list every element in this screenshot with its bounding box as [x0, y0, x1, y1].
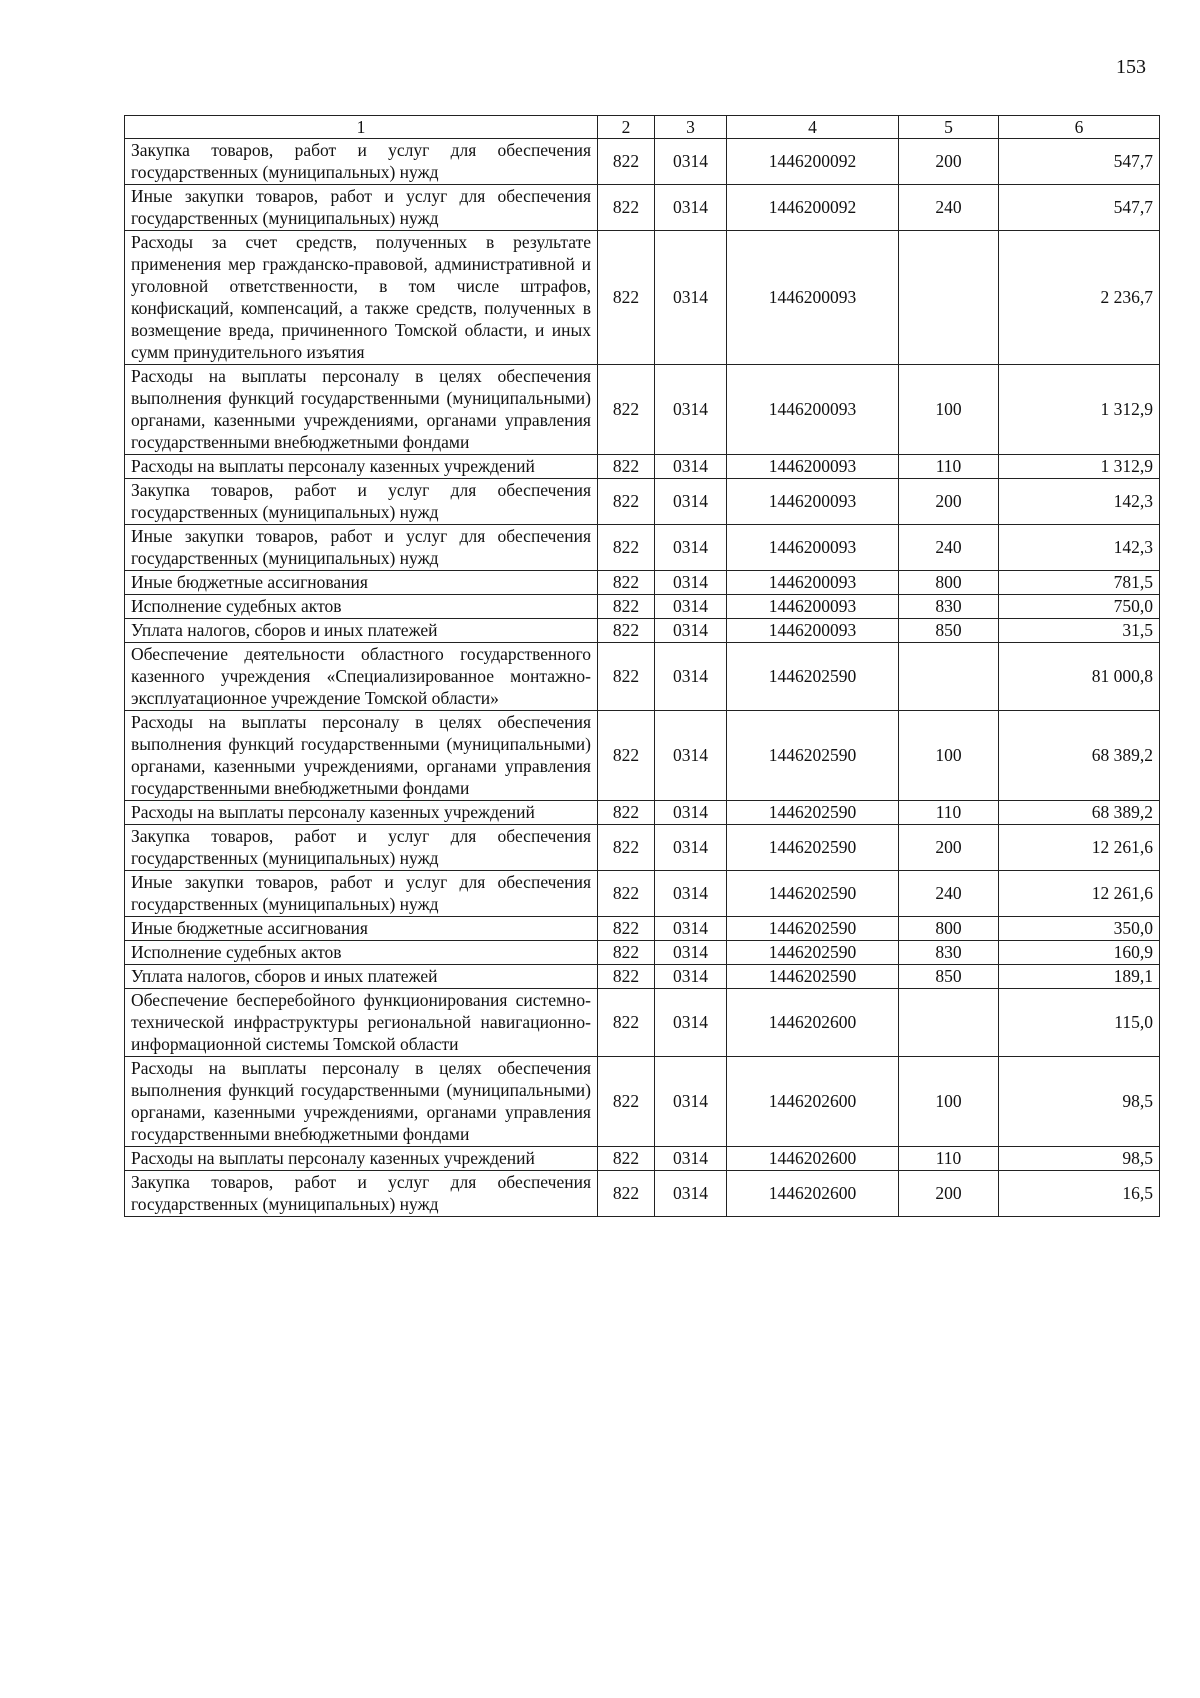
target-article-cell: 1446202600	[727, 1057, 899, 1147]
table-row	[125, 455, 1160, 479]
section-code-cell: 0314	[655, 455, 727, 479]
expense-name-cell: Расходы на выплаты персоналу в целях обеспечения выполнения функций государственными (муниципальными) органами, казенными учреждениями, органами управления государственными внебюджетными фондами	[125, 365, 598, 455]
grbs-code-cell: 822	[598, 917, 655, 941]
expense-type-cell: 200	[899, 479, 999, 525]
target-article-cell: 1446202600	[727, 1171, 899, 1217]
target-article-cell: 1446200093	[727, 231, 899, 365]
amount-cell: 142,3	[999, 479, 1160, 525]
expense-name-cell: Обеспечение деятельности областного государственного казенного учреждения «Специализированное монтажно-эксплуатационное учреждение Томской области»	[125, 643, 598, 711]
expense-type-cell: 100	[899, 1057, 999, 1147]
target-article-cell: 1446202590	[727, 965, 899, 989]
table-row	[125, 1057, 1160, 1147]
grbs-code-cell: 822	[598, 595, 655, 619]
expense-type-cell	[899, 643, 999, 711]
table-row	[125, 619, 1160, 643]
expense-type-cell: 830	[899, 595, 999, 619]
grbs-code-cell: 822	[598, 231, 655, 365]
amount-cell: 2 236,7	[999, 231, 1160, 365]
grbs-code-cell: 822	[598, 941, 655, 965]
table-header-row	[125, 116, 1160, 139]
grbs-code-cell: 822	[598, 989, 655, 1057]
target-article-cell: 1446200093	[727, 595, 899, 619]
section-code-cell: 0314	[655, 1147, 727, 1171]
column-header: 6	[999, 116, 1160, 139]
section-code-cell: 0314	[655, 571, 727, 595]
section-code-cell: 0314	[655, 989, 727, 1057]
grbs-code-cell: 822	[598, 711, 655, 801]
table-row	[125, 643, 1160, 711]
target-article-cell: 1446202590	[727, 825, 899, 871]
table-row	[125, 941, 1160, 965]
amount-cell: 750,0	[999, 595, 1160, 619]
table-row	[125, 185, 1160, 231]
table-row	[125, 917, 1160, 941]
expense-type-cell	[899, 231, 999, 365]
section-code-cell: 0314	[655, 643, 727, 711]
section-code-cell: 0314	[655, 941, 727, 965]
grbs-code-cell: 822	[598, 825, 655, 871]
expense-type-cell: 850	[899, 619, 999, 643]
amount-cell: 781,5	[999, 571, 1160, 595]
section-code-cell: 0314	[655, 231, 727, 365]
amount-cell: 68 389,2	[999, 711, 1160, 801]
grbs-code-cell: 822	[598, 139, 655, 185]
expense-name-cell: Исполнение судебных актов	[125, 941, 598, 965]
grbs-code-cell: 822	[598, 455, 655, 479]
expense-name-cell: Расходы на выплаты персоналу казенных учреждений	[125, 455, 598, 479]
expense-name-cell: Расходы за счет средств, полученных в результате применения мер гражданско-правовой, административной и уголовной ответственности, в том числе штрафов, конфискаций, компенсаций, а также средств, полученных в возмещение вреда, причиненного Томской области, и иных сумм принудительного изъятия	[125, 231, 598, 365]
table-row	[125, 965, 1160, 989]
expense-name-cell: Обеспечение бесперебойного функционирования системно-технической инфраструктуры региональной навигационно-информационной системы Томской области	[125, 989, 598, 1057]
expense-type-cell: 800	[899, 917, 999, 941]
grbs-code-cell: 822	[598, 479, 655, 525]
table-row	[125, 801, 1160, 825]
grbs-code-cell: 822	[598, 1057, 655, 1147]
column-header: 2	[598, 116, 655, 139]
grbs-code-cell: 822	[598, 185, 655, 231]
grbs-code-cell: 822	[598, 365, 655, 455]
expense-name-cell: Расходы на выплаты персоналу в целях обеспечения выполнения функций государственными (муниципальными) органами, казенными учреждениями, органами управления государственными внебюджетными фондами	[125, 1057, 598, 1147]
expense-name-cell: Закупка товаров, работ и услуг для обеспечения государственных (муниципальных) нужд	[125, 825, 598, 871]
expense-name-cell: Закупка товаров, работ и услуг для обеспечения государственных (муниципальных) нужд	[125, 1171, 598, 1217]
section-code-cell: 0314	[655, 525, 727, 571]
table-row	[125, 871, 1160, 917]
expense-type-cell: 200	[899, 1171, 999, 1217]
target-article-cell: 1446200093	[727, 479, 899, 525]
page-number: 153	[1116, 56, 1146, 78]
expense-name-cell: Расходы на выплаты персоналу казенных учреждений	[125, 801, 598, 825]
target-article-cell: 1446202590	[727, 801, 899, 825]
table-row	[125, 989, 1160, 1057]
section-code-cell: 0314	[655, 917, 727, 941]
target-article-cell: 1446202600	[727, 1147, 899, 1171]
expense-name-cell: Иные закупки товаров, работ и услуг для обеспечения государственных (муниципальных) нужд	[125, 871, 598, 917]
expense-type-cell: 110	[899, 1147, 999, 1171]
amount-cell: 12 261,6	[999, 871, 1160, 917]
expense-type-cell: 110	[899, 801, 999, 825]
amount-cell: 115,0	[999, 989, 1160, 1057]
amount-cell: 16,5	[999, 1171, 1160, 1217]
expense-name-cell: Иные бюджетные ассигнования	[125, 917, 598, 941]
table-body	[125, 139, 1160, 1217]
expense-type-cell: 240	[899, 871, 999, 917]
table-row	[125, 139, 1160, 185]
expense-name-cell: Иные закупки товаров, работ и услуг для обеспечения государственных (муниципальных) нужд	[125, 185, 598, 231]
section-code-cell: 0314	[655, 619, 727, 643]
expense-type-cell: 850	[899, 965, 999, 989]
amount-cell: 12 261,6	[999, 825, 1160, 871]
amount-cell: 31,5	[999, 619, 1160, 643]
table-row	[125, 825, 1160, 871]
section-code-cell: 0314	[655, 479, 727, 525]
amount-cell: 160,9	[999, 941, 1160, 965]
target-article-cell: 1446200093	[727, 619, 899, 643]
expense-type-cell: 200	[899, 825, 999, 871]
grbs-code-cell: 822	[598, 1171, 655, 1217]
section-code-cell: 0314	[655, 185, 727, 231]
section-code-cell: 0314	[655, 711, 727, 801]
table-row	[125, 711, 1160, 801]
grbs-code-cell: 822	[598, 571, 655, 595]
section-code-cell: 0314	[655, 139, 727, 185]
section-code-cell: 0314	[655, 825, 727, 871]
expense-name-cell: Уплата налогов, сборов и иных платежей	[125, 965, 598, 989]
grbs-code-cell: 822	[598, 871, 655, 917]
section-code-cell: 0314	[655, 871, 727, 917]
target-article-cell: 1446200093	[727, 525, 899, 571]
amount-cell: 547,7	[999, 139, 1160, 185]
section-code-cell: 0314	[655, 1171, 727, 1217]
expense-name-cell: Иные бюджетные ассигнования	[125, 571, 598, 595]
section-code-cell: 0314	[655, 965, 727, 989]
amount-cell: 68 389,2	[999, 801, 1160, 825]
amount-cell: 81 000,8	[999, 643, 1160, 711]
target-article-cell: 1446202590	[727, 871, 899, 917]
section-code-cell: 0314	[655, 365, 727, 455]
section-code-cell: 0314	[655, 1057, 727, 1147]
expense-name-cell: Расходы на выплаты персоналу в целях обеспечения выполнения функций государственными (муниципальными) органами, казенными учреждениями, органами управления государственными внебюджетными фондами	[125, 711, 598, 801]
expense-type-cell: 800	[899, 571, 999, 595]
grbs-code-cell: 822	[598, 801, 655, 825]
amount-cell: 1 312,9	[999, 365, 1160, 455]
target-article-cell: 1446200092	[727, 185, 899, 231]
grbs-code-cell: 822	[598, 525, 655, 571]
column-header: 1	[125, 116, 598, 139]
table-row	[125, 1171, 1160, 1217]
expense-type-cell: 100	[899, 711, 999, 801]
expense-name-cell: Закупка товаров, работ и услуг для обеспечения государственных (муниципальных) нужд	[125, 479, 598, 525]
budget-table	[124, 115, 1160, 1217]
grbs-code-cell: 822	[598, 1147, 655, 1171]
column-header: 5	[899, 116, 999, 139]
table-row	[125, 231, 1160, 365]
amount-cell: 547,7	[999, 185, 1160, 231]
table-row	[125, 595, 1160, 619]
section-code-cell: 0314	[655, 801, 727, 825]
grbs-code-cell: 822	[598, 643, 655, 711]
column-header: 3	[655, 116, 727, 139]
amount-cell: 98,5	[999, 1057, 1160, 1147]
target-article-cell: 1446202590	[727, 711, 899, 801]
expense-name-cell: Уплата налогов, сборов и иных платежей	[125, 619, 598, 643]
expense-name-cell: Расходы на выплаты персоналу казенных учреждений	[125, 1147, 598, 1171]
table-row	[125, 525, 1160, 571]
expense-type-cell: 110	[899, 455, 999, 479]
amount-cell: 98,5	[999, 1147, 1160, 1171]
expense-type-cell: 240	[899, 185, 999, 231]
target-article-cell: 1446202590	[727, 917, 899, 941]
expense-type-cell: 200	[899, 139, 999, 185]
amount-cell: 1 312,9	[999, 455, 1160, 479]
target-article-cell: 1446200092	[727, 139, 899, 185]
expense-name-cell: Закупка товаров, работ и услуг для обеспечения государственных (муниципальных) нужд	[125, 139, 598, 185]
expense-type-cell: 240	[899, 525, 999, 571]
target-article-cell: 1446200093	[727, 571, 899, 595]
expense-type-cell	[899, 989, 999, 1057]
amount-cell: 142,3	[999, 525, 1160, 571]
amount-cell: 350,0	[999, 917, 1160, 941]
table-row	[125, 365, 1160, 455]
grbs-code-cell: 822	[598, 619, 655, 643]
target-article-cell: 1446200093	[727, 365, 899, 455]
expense-type-cell: 830	[899, 941, 999, 965]
section-code-cell: 0314	[655, 595, 727, 619]
target-article-cell: 1446202590	[727, 643, 899, 711]
table-row	[125, 571, 1160, 595]
amount-cell: 189,1	[999, 965, 1160, 989]
table-row	[125, 479, 1160, 525]
expense-type-cell: 100	[899, 365, 999, 455]
expense-name-cell: Исполнение судебных актов	[125, 595, 598, 619]
table-row	[125, 1147, 1160, 1171]
target-article-cell: 1446200093	[727, 455, 899, 479]
expense-name-cell: Иные закупки товаров, работ и услуг для обеспечения государственных (муниципальных) нужд	[125, 525, 598, 571]
target-article-cell: 1446202590	[727, 941, 899, 965]
target-article-cell: 1446202600	[727, 989, 899, 1057]
grbs-code-cell: 822	[598, 965, 655, 989]
column-header: 4	[727, 116, 899, 139]
